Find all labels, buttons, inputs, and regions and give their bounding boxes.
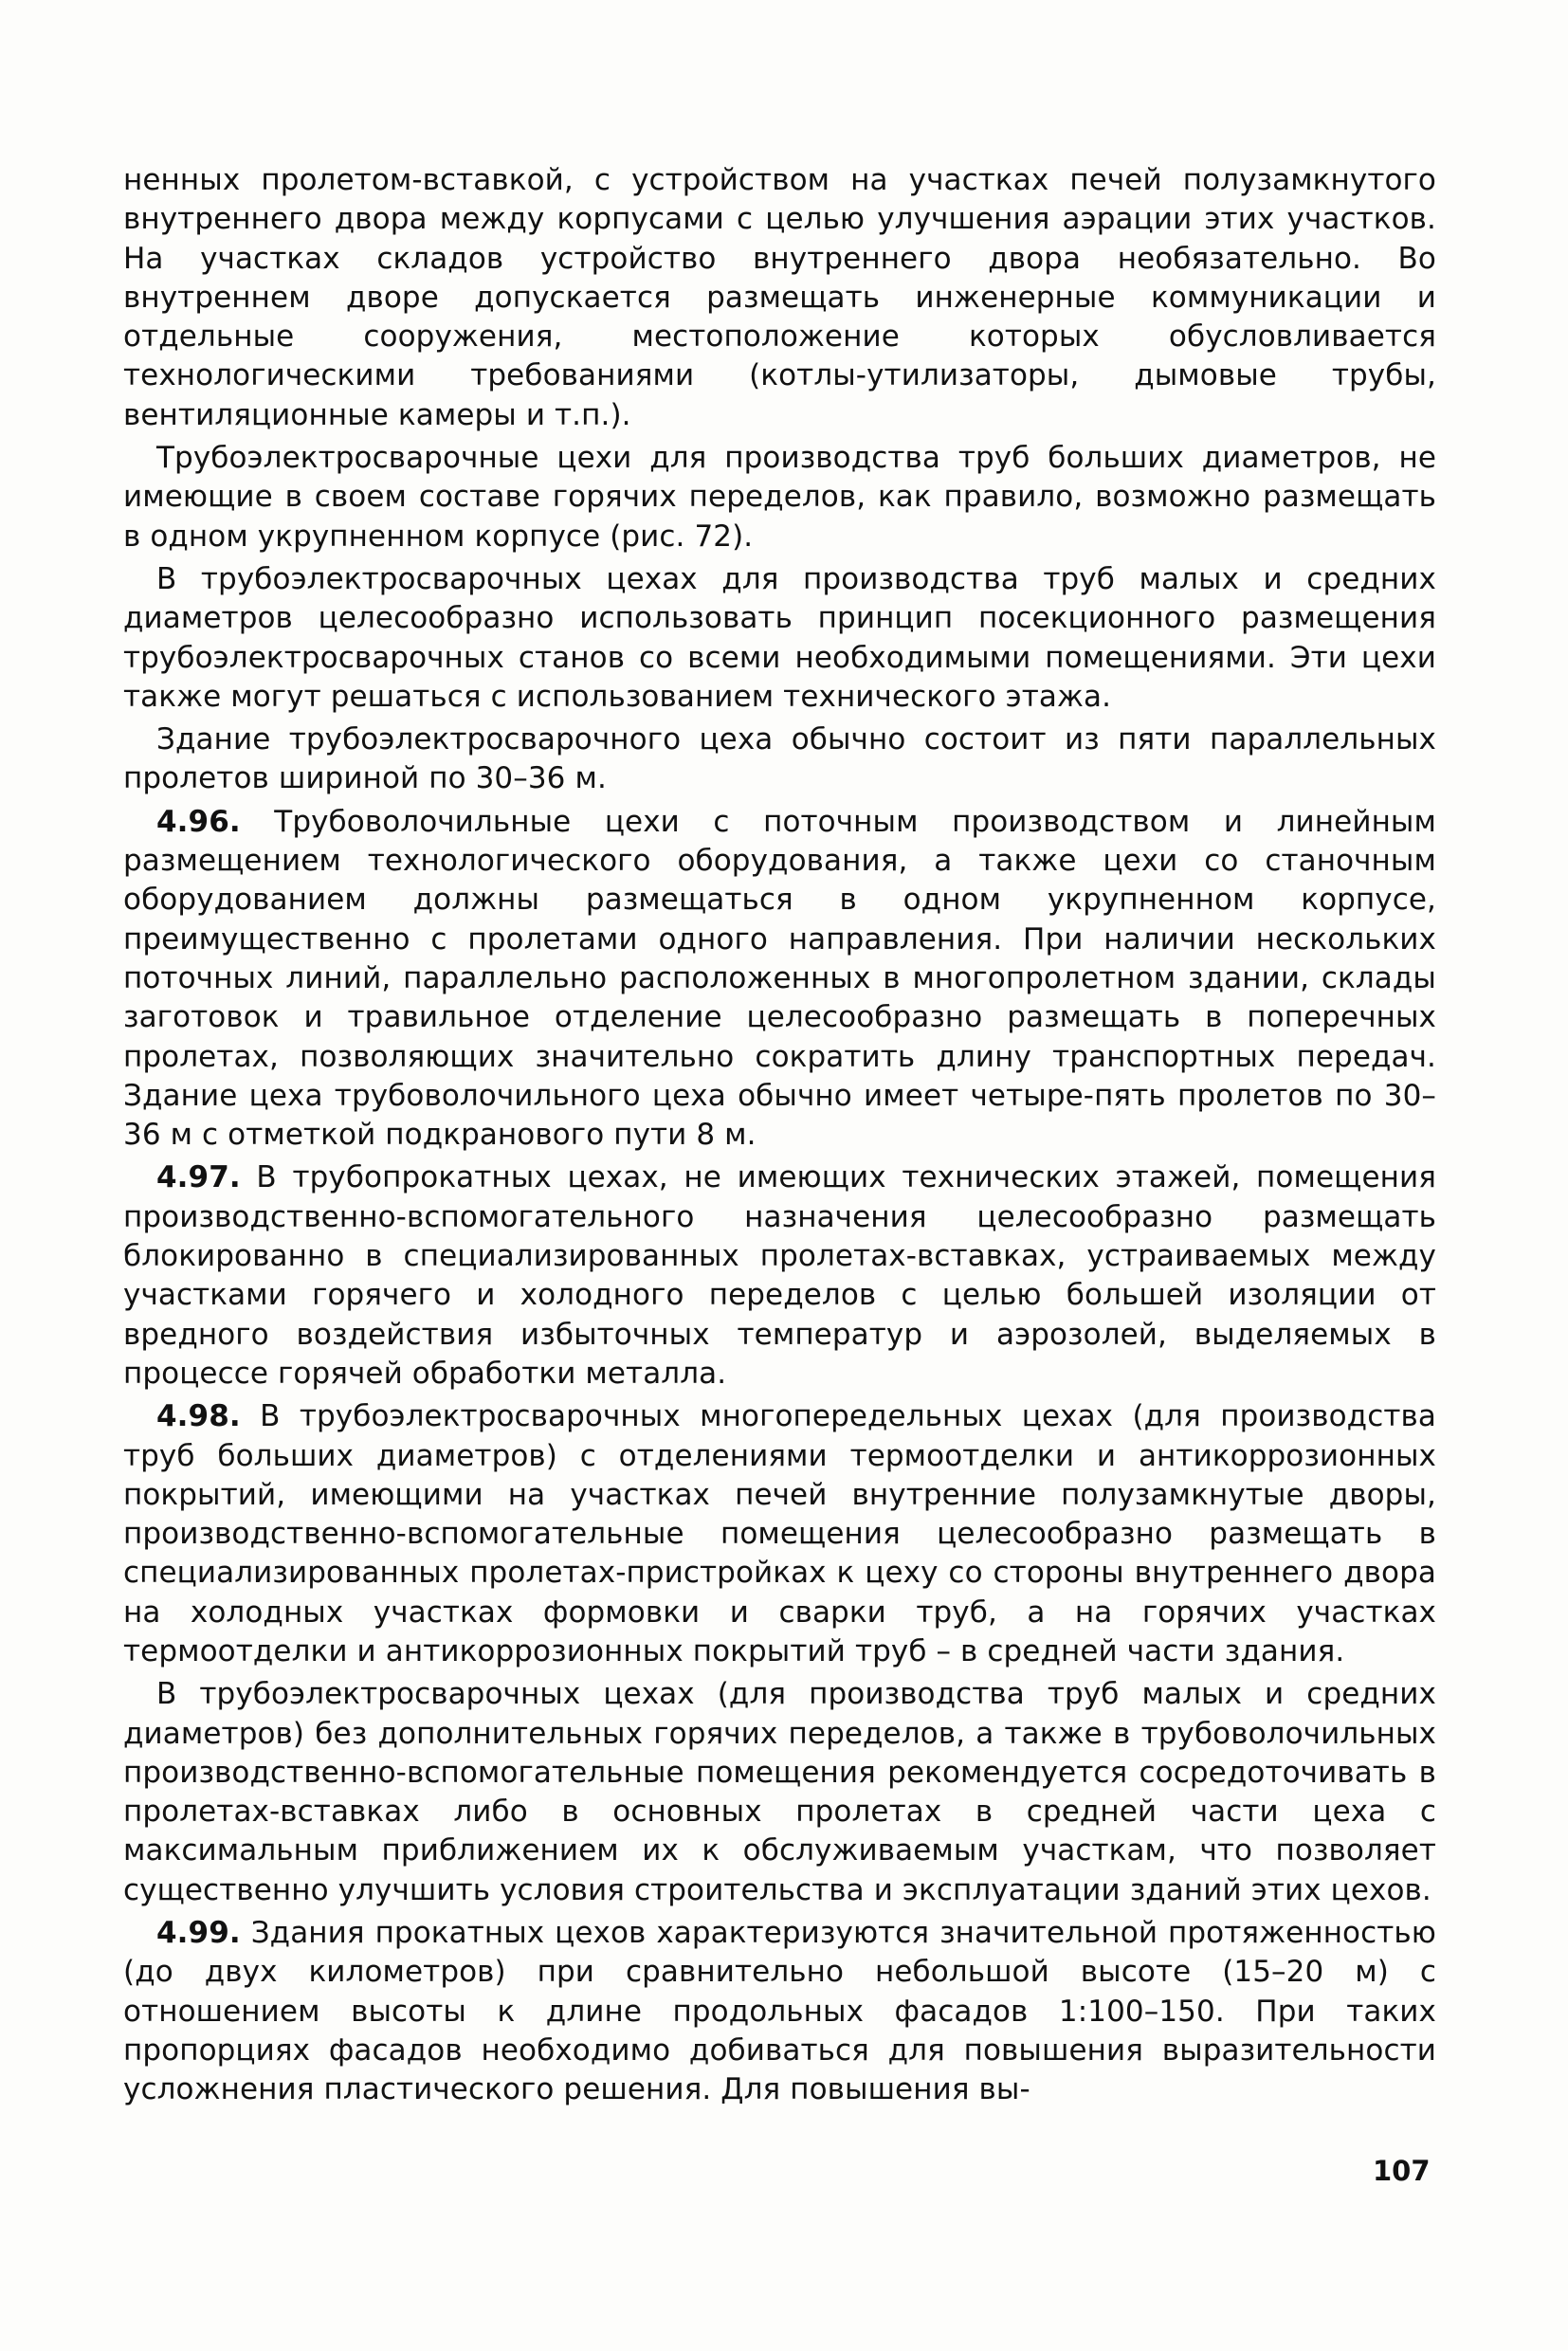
section-number: 4.96. bbox=[156, 804, 241, 839]
section-number: 4.99. bbox=[156, 1916, 241, 1951]
body-text bbox=[123, 161, 1436, 2110]
paragraph-text: В трубоэлектросварочных цехах (для производства труб малых и средних диаметров) без дополнительных горячих переделов, а также в трубоволочильных производственно-вспомогательные помещения рекомендуется сосредоточивать в пролетах-вставках либо в основных пролетах в средней части цеха с максимальным приближением их к обслуживаемым участкам, что позволяет существенно улучшить условия строительства и эксплуатации зданий этих цехов. bbox=[123, 1677, 1436, 1907]
paragraph-text: Здания прокатных цехов характеризуются значительной протяженностью (до двух километров) при сравнительно небольшой высоте (15–20 м) с отношением высоты к длине продольных фасадов 1:100–150. При таких пропорциях фасадов необходимо добиваться для повышения выразительности усложнения пластического решения. Для повышения вы- bbox=[123, 1916, 1436, 2107]
section-4-98 bbox=[123, 1397, 1436, 1671]
section-4-97 bbox=[123, 1158, 1436, 1394]
paragraph bbox=[123, 720, 1436, 799]
paragraph-text: ненных пролетом-вставкой, с устройством на участках печей полузамкнутого внутреннего двора между корпусами с целью улучшения аэрации этих участков. На участках складов устройство внутреннего двора необязательно. Во внутреннем дворе допускается размещать инженерные коммуникации и отдельные сооружения, местоположение которых обусловливается технологическими требованиями (котлы-утилизаторы, дымовые трубы, вентиляционные камеры и т.п.). bbox=[123, 163, 1436, 432]
section-number: 4.98. bbox=[156, 1399, 241, 1434]
paragraph bbox=[123, 560, 1436, 717]
paragraph-text: Трубоэлектросварочные цехи для производства труб больших диаметров, не имеющие в своем составе горячих переделов, как правило, возможно размещать в одном укрупненном корпусе (рис. 72). bbox=[123, 441, 1436, 554]
paragraph bbox=[123, 439, 1436, 556]
paragraph-text: В трубоэлектросварочных цехах для производства труб малых и средних диаметров целесообразно использовать принцип посекционного размещения трубоэлектросварочных станов со всеми необходимыми помещениями. Эти цехи также могут решаться с использованием технического этажа. bbox=[123, 561, 1436, 714]
paragraph-text: В трубоэлектросварочных многопередельных цехах (для производства труб больших диаметров) с отделениями термоотделки и антикоррозионных покрытий, имеющими на участках печей внутренние полузамкнутые дворы, производственно-вспомогательные помещения целесообразно размещать в специализированных пролетах-пристройках к цеху со стороны внутреннего двора на холодных участках формовки и сварки труб, а на горячих участках термоотделки и антикоррозионных покрытий труб – в средней части здания. bbox=[123, 1399, 1436, 1668]
section-4-96 bbox=[123, 803, 1436, 1156]
section-number: 4.97. bbox=[156, 1160, 241, 1195]
paragraph-text: Здание трубоэлектросварочного цеха обычно состоит из пяти параллельных пролетов шириной по 30–36 м. bbox=[123, 722, 1436, 796]
paragraph-text: Трубоволочильные цехи с поточным производством и линейным размещением технологического оборудования, а также цехи со станочным оборудованием должны размещаться в одном укрупненном корпусе, преимущественно с пролетами одного направления. При наличии нескольких поточных линий, параллельно расположенных в многопролетном здании, склады заготовок и травильное отделение целесообразно размещать в поперечных пролетах, позволяющих значительно сократить длину транспортных передач. Здание цеха трубоволочильного цеха обычно имеет четыре-пять пролетов по 30–36 м с отметкой подкранового пути 8 м. bbox=[123, 804, 1436, 1153]
paragraph bbox=[123, 1675, 1436, 1910]
paragraph bbox=[123, 161, 1436, 435]
page-number: 107 bbox=[1373, 2155, 1431, 2187]
section-4-99 bbox=[123, 1914, 1436, 2109]
paragraph-text: В трубопрокатных цехах, не имеющих технических этажей, помещения производственно-вспомогательного назначения целесообразно размещать блокированно в специализированных пролетах-вставках, устраиваемых между участками горячего и холодного переделов с целью большей изоляции от вредного воздействия избыточных температур и аэрозолей, выделяемых в процессе горячей обработки металла. bbox=[123, 1160, 1436, 1391]
